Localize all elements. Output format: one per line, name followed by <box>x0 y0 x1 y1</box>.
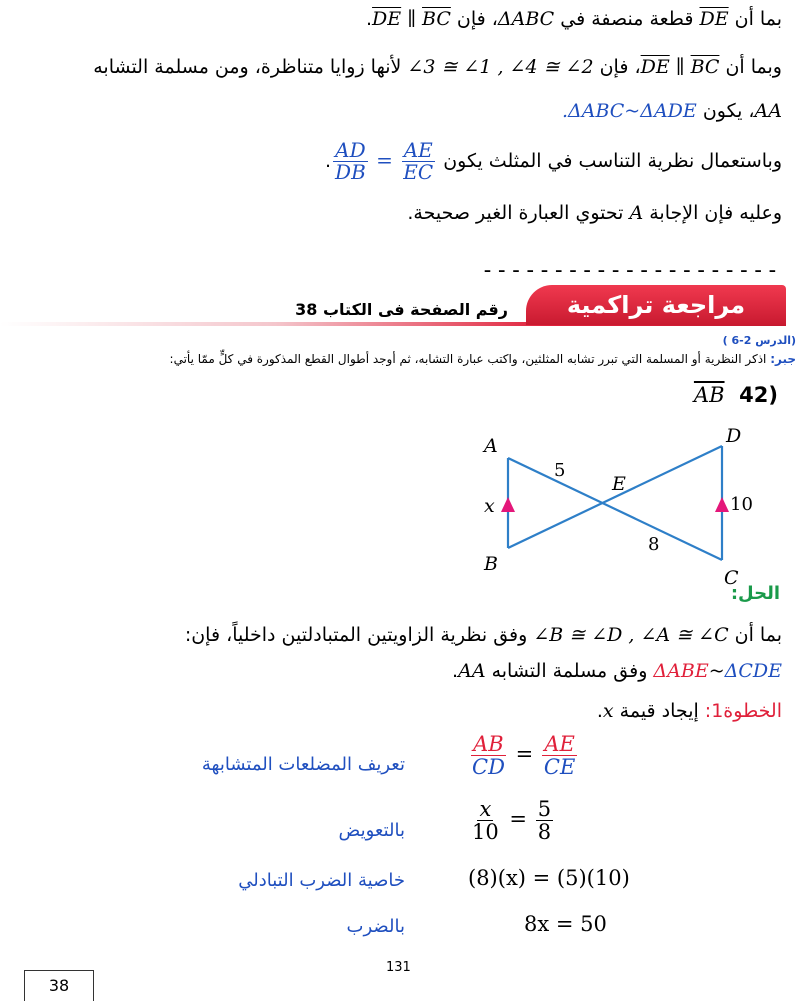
label-b: B <box>484 553 498 575</box>
segment-bd <box>508 446 722 548</box>
equation-2: $\frac{x}{10}$ = $\frac{5}{8}$ <box>472 797 552 845</box>
label-d: D <box>726 425 742 447</box>
step-1: الخطوة1: إيجاد قيمة x. <box>596 700 782 722</box>
label-e: E <box>612 473 626 495</box>
book-page-ref: رقم الصفحة فى الكتاب 38 <box>295 300 508 319</box>
page-number: 131 <box>386 960 411 975</box>
solution-line-2: ΔABE~ΔCDE وفق مسلمة التشابه AA. <box>452 660 782 682</box>
parallel-statement-2: $\overline{DE}$ ∥ $\overline{BC}$ <box>640 56 720 78</box>
segment-de: $\overline{DE}$ <box>699 8 729 30</box>
reason-4: بالضرب <box>346 916 405 937</box>
label-c: C <box>724 567 739 589</box>
solution-line-1: بما أن ∠B ≅ ∠D , ∠A ≅ ∠C وفق نظرية الزاويتين المتبادلتين داخلياً، فإن: <box>184 624 782 646</box>
intro-line-1: بما أن $\overline{DE}$ قطعة منصفة في ΔABC، فإن $\overline{DE}$ ∥ $\overline{BC}$. <box>366 8 782 30</box>
value-ae: 5 <box>554 460 566 481</box>
arrow-ab <box>501 497 515 512</box>
triangle-abc: ΔABC <box>497 8 555 30</box>
reason-3: خاصية الضرب التبادلي <box>238 870 405 891</box>
reason-2: بالتعويض <box>338 820 405 841</box>
problem-42: (42 $\overline{AB}$ <box>693 383 778 407</box>
equation-4: 8x = 50 <box>524 912 607 936</box>
intro-line-5: وعليه فإن الإجابة A تحتوي العبارة الغير صحيحة. <box>407 202 782 224</box>
intro-line-2: وبما أن $\overline{DE}$ ∥ $\overline{BC}،$ فإن ∠3 ≅ ∠1 , ∠4 ≅ ∠2 لأنها زوايا متناظرة، ومن مسلمة التشابه <box>93 56 782 78</box>
equation-3: (8)(x) = (5)(10) <box>468 866 630 890</box>
geometry-figure <box>440 420 770 595</box>
page-box: 38 <box>24 970 94 1001</box>
label-a: A <box>484 435 498 457</box>
similarity-abe-cde: ΔABE~ΔCDE <box>653 660 782 682</box>
solution-label: الحل: <box>730 583 780 604</box>
equation-1: $\frac{AB}{CD}$ = $\frac{AE}{CE}$ <box>472 732 576 780</box>
section-banner: مراجعة تراكمية <box>526 285 786 325</box>
lesson-ref: (الدرس 2-6 ) <box>722 334 796 347</box>
angle-congruence: ∠3 ≅ ∠1 , ∠4 ≅ ∠2 <box>407 56 594 78</box>
proportion: $\frac{AD}{DB}$ = $\frac{AE}{EC}$ <box>335 138 434 184</box>
parallel-statement: $\overline{DE}$ ∥ $\overline{BC}$ <box>372 8 451 30</box>
intro-line-3: AA، يكون .ΔABC~ΔADE <box>561 100 782 122</box>
label-x: x <box>484 495 495 517</box>
separator-dashes: --------------------- <box>480 258 780 283</box>
arrow-dc <box>715 497 729 512</box>
reason-1: تعريف المضلعات المتشابهة <box>201 754 405 775</box>
instructions: جبر: اذكر النظرية أو المسلمة التي تبرر تشابه المثلثين، واكتب عبارة التشابه، ثم أوجد أطوال القطع المذكورة في كلٍّ ممّا يأتي: <box>169 352 796 366</box>
value-ec: 8 <box>648 534 660 555</box>
figure-svg <box>440 420 770 595</box>
intro-line-4: وباستعمال نظرية التناسب في المثلث يكون $\frac{AD}{DB}$ = $\frac{AE}{EC}$ . <box>325 138 782 184</box>
value-dc: 10 <box>730 494 753 515</box>
similarity-statement: .ΔABC~ΔADE <box>561 100 697 122</box>
